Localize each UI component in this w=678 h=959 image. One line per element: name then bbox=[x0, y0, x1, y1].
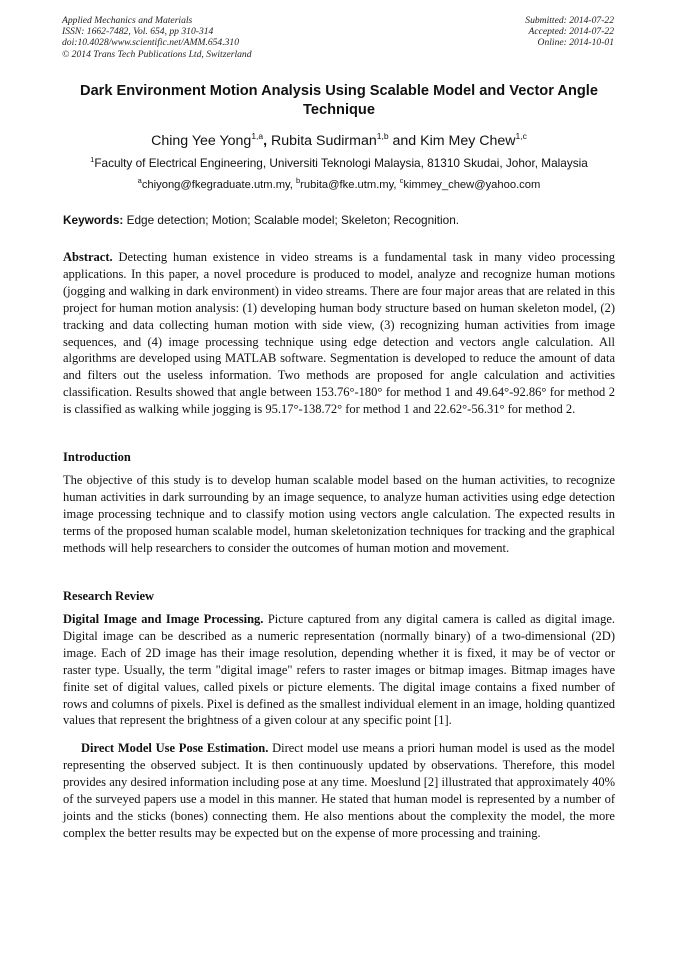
email-address: chiyong@fkegraduate.utm.my, bbox=[141, 179, 296, 191]
email-address: rubita@fke.utm.my, bbox=[300, 179, 400, 191]
review-subheading: Digital Image and Image Processing. bbox=[63, 612, 264, 626]
abstract-text: Detecting human existence in video streams is a fundamental task in many video processing applications. In this paper, a novel procedure is produced to model, analyze and recognize human motions (jogging and walking in dark environment) in video streams. There are four major areas that are related in this project for human motion analysis: (1) developing human body structure based on human skeleton model, (2) tracking and data collecting human motion with side view, (3) recognizing human activities from image sequences, and (4) image processing technique using edge detection and vectors angle calculation. All algorithms are developed using MATLAB software. Segmentation is developed to reduce the amount of data and filters out the useless information. Two methods are proposed for angle calculation and activities classification. Results showed that angle between 153.76°-180° for method 1 and 49.64°-92.86° for method 2 is classified as walking while jogging is 95.17°-138.72° for method 1 and 22.62°-56.31° for method 2. bbox=[63, 250, 615, 417]
author-superscript: 1,a bbox=[251, 131, 264, 141]
email-superscript: b bbox=[296, 176, 301, 185]
email-superscript: a bbox=[137, 176, 142, 185]
dates-info bbox=[525, 15, 614, 49]
author-list bbox=[62, 132, 616, 150]
affiliation bbox=[62, 156, 616, 171]
review-text: Direct model use means a priori human model is used as the model representing the observed subject. It is then continuously updated by observations. Therefore, this model provides any desired information including pose at any time. Moeslund [2] illustrated that approximately 40% of the surveyed papers use a model in this manner. He stated that human model is represented by a number of joints and the sticks (bones) connecting them. He also mentions about the complexity the model, the more complex the better results may be expected but on the expense of more processing and training. bbox=[63, 741, 615, 840]
author-separator: and bbox=[388, 133, 421, 149]
email-address: kimmey_chew@yahoo.com bbox=[403, 179, 541, 191]
abstract-label: Abstract. bbox=[63, 250, 113, 264]
journal-name: Applied Mechanics and Materials bbox=[62, 15, 193, 26]
research-review-heading: Research Review bbox=[63, 589, 155, 603]
author-name: Kim Mey Chew bbox=[420, 133, 516, 149]
introduction-heading: Introduction bbox=[63, 450, 131, 464]
submitted-date: Submitted: 2014-07-22 bbox=[525, 15, 614, 26]
affiliation-text: Faculty of Electrical Engineering, Universiti Teknologi Malaysia, 81310 Skudai, Johor, Malaysia bbox=[94, 156, 588, 170]
review-subheading: Direct Model Use Pose Estimation. bbox=[81, 741, 269, 755]
accepted-date: Accepted: 2014-07-22 bbox=[528, 26, 614, 38]
paper-title: Dark Environment Motion Analysis Using Scalable Model and Vector Angle Technique bbox=[80, 83, 598, 118]
online-date: Online: 2014-10-01 bbox=[537, 37, 614, 49]
author-name: Rubita Sudirman bbox=[271, 133, 377, 149]
issn-line: ISSN: 1662-7482, Vol. 654, pp 310-314 bbox=[62, 26, 214, 38]
author-superscript: 1,b bbox=[376, 131, 389, 141]
author-superscript: 1,c bbox=[515, 131, 527, 141]
review-paragraph bbox=[63, 611, 615, 729]
affiliation-superscript: 1 bbox=[90, 155, 95, 164]
author-separator: , bbox=[263, 133, 272, 149]
review-text: Picture captured from any digital camera is called as digital image. Digital image can be described as a numeric representation (normally binary) of a two-dimensional (2D) image. Each of 2D image has their image resolution, depending whether it is fixed, it may be of vector or raster type. Usually, the term "digital image" refers to raster images or bitmap images. Bitmap images have finite set of digital values, called pixels or picture elements. The digital image contains a fixed number of rows and columns of pixels. Pixel is defined as the smallest individual element in an image, holding quantized values that represent the brightness of a given colour at any specific point [1]. bbox=[63, 612, 616, 728]
abstract-paragraph bbox=[63, 249, 615, 418]
journal-info bbox=[62, 15, 252, 60]
keywords-text: Edge detection; Motion; Scalable model; Skeleton; Recognition. bbox=[123, 213, 460, 227]
review-paragraph bbox=[63, 740, 615, 841]
doi-line: doi:10.4028/www.scientific.net/AMM.654.310 bbox=[62, 37, 240, 49]
introduction-paragraph: The objective of this study is to develop human scalable model based on the human activities, to recognize human activities in dark surrounding by an image sequence, to analyze human activities using edge detection image processing technique and to classify motion using vectors angle calculation. The expected results in terms of the proposed human scalable model, human skeletonization techniques for tracking and the graphical methods will help researchers to consider the outcomes of human motion and movement. bbox=[63, 473, 615, 555]
keywords-label: Keywords: bbox=[63, 213, 124, 227]
copyright-line: © 2014 Trans Tech Publications Ltd, Switzerland bbox=[62, 48, 252, 60]
keywords bbox=[63, 213, 615, 228]
email-list bbox=[62, 178, 616, 193]
email-superscript: c bbox=[399, 176, 404, 185]
author-name: Ching Yee Yong bbox=[151, 133, 252, 149]
